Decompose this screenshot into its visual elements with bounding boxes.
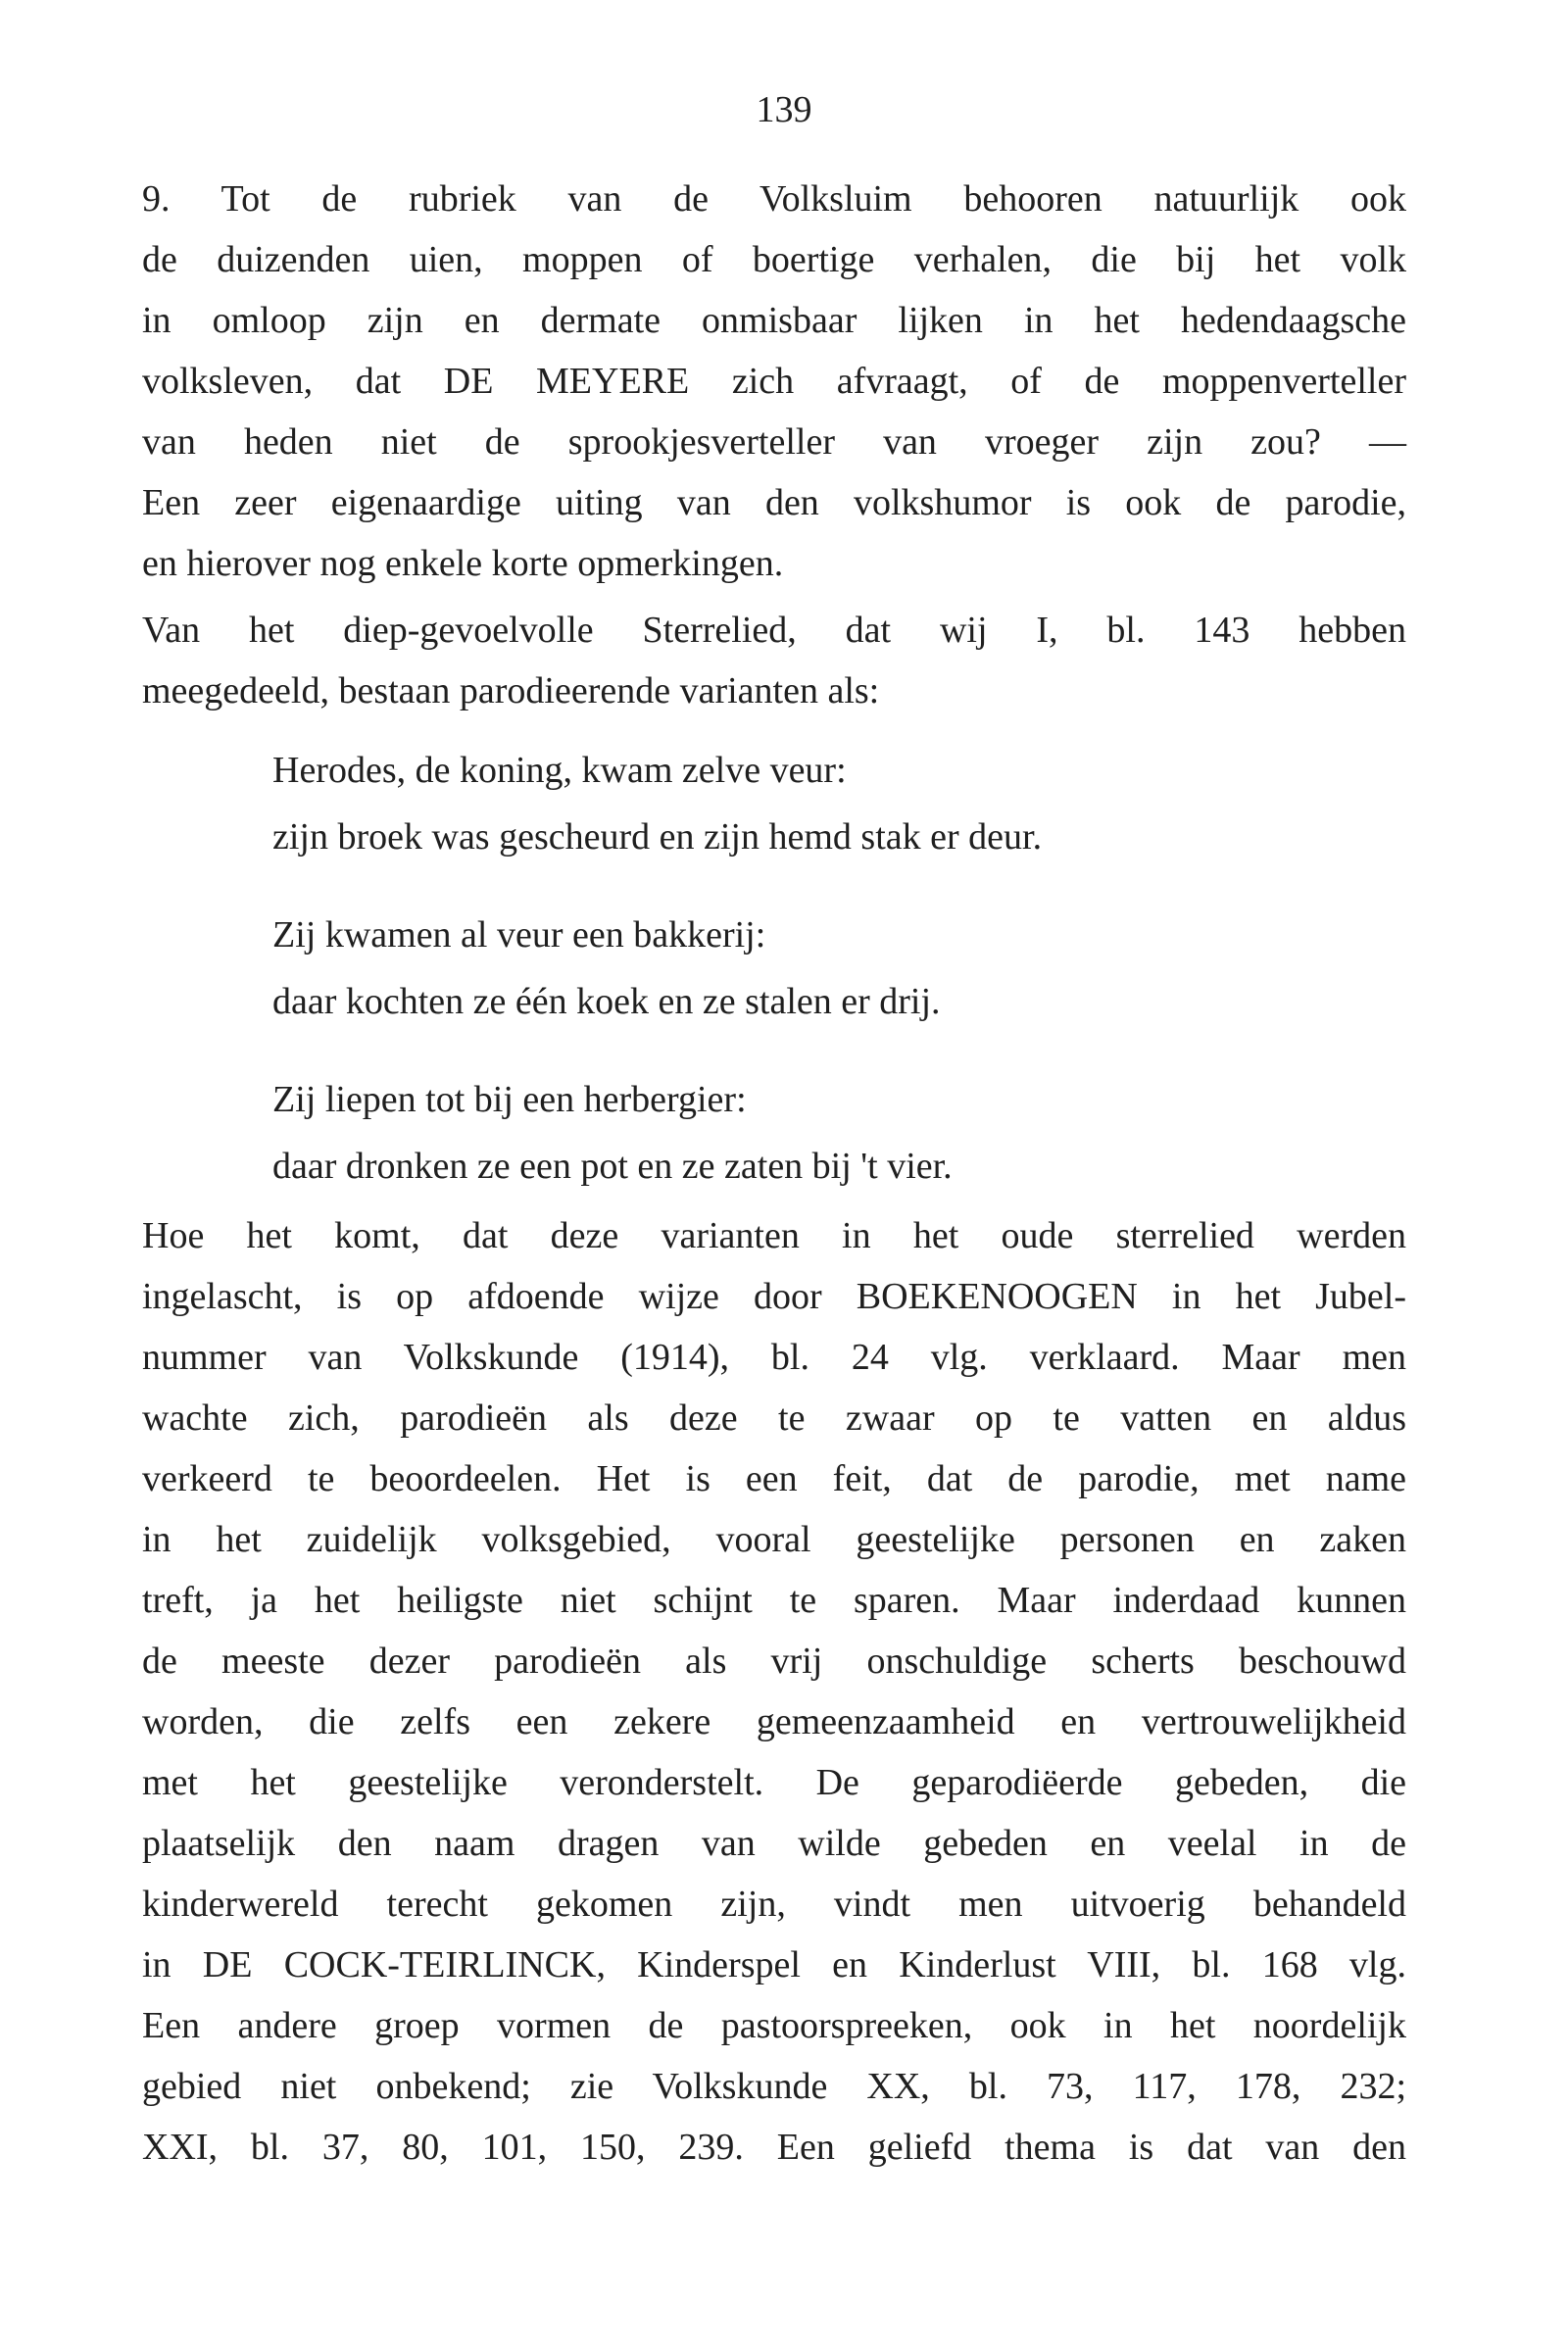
text-line: nummer van Volkskunde (1914), bl. 24 vlg. verklaard. Maar men bbox=[142, 1337, 1406, 1378]
poem bbox=[272, 737, 1252, 1231]
main-paragraph bbox=[142, 1205, 1406, 2178]
text-line: meegedeeld, bestaan parodieerende varianten als: bbox=[142, 670, 880, 711]
text-line: de meeste dezer parodieën als vrij onschuldige scherts beschouwd bbox=[142, 1641, 1406, 1682]
poem-line: Zij kwamen al veur een bakkerij: bbox=[272, 914, 766, 956]
text-line: met het geestelijke veronderstelt. De geparodiëerde gebeden, die bbox=[142, 1762, 1406, 1803]
page-number: 139 bbox=[756, 89, 812, 130]
text-line: ingelascht, is op afdoende wijze door BOEKENOOGEN in het Jubel- bbox=[142, 1276, 1406, 1317]
sterrelied-paragraph bbox=[142, 600, 1406, 721]
poem-line: zijn broek was gescheurd en zijn hemd stak er deur. bbox=[272, 816, 1043, 858]
poem-stanza bbox=[272, 1066, 1252, 1200]
text-line: Een zeer eigenaardige uiting van den volkshumor is ook de parodie, bbox=[142, 482, 1406, 523]
text-line: wachte zich, parodieën als deze te zwaar op te vatten en aldus bbox=[142, 1397, 1406, 1439]
text-line: plaatselijk den naam dragen van wilde gebeden en veelal in de bbox=[142, 1823, 1406, 1864]
text-line: treft, ja het heiligste niet schijnt te sparen. Maar inderdaad kunnen bbox=[142, 1580, 1406, 1621]
intro-paragraph bbox=[142, 169, 1406, 594]
text-line: kinderwereld terecht gekomen zijn, vindt men uitvoerig behandeld bbox=[142, 1884, 1406, 1925]
text-line: in DE COCK-TEIRLINCK, Kinderspel en Kinderlust VIII, bl. 168 vlg. bbox=[142, 1944, 1406, 1985]
text-line: in omloop zijn en dermate onmisbaar lijken in het hedendaagsche bbox=[142, 300, 1406, 341]
poem-line: daar dronken ze een pot en ze zaten bij 't vier. bbox=[272, 1146, 953, 1187]
text-line: volksleven, dat DE MEYERE zich afvraagt, of de moppenverteller bbox=[142, 361, 1406, 402]
poem-stanza bbox=[272, 902, 1252, 1035]
text-line: XXI, bl. 37, 80, 101, 150, 239. Een geliefd thema is dat van den bbox=[142, 2127, 1406, 2168]
poem-line: Zij liepen tot bij een herbergier: bbox=[272, 1079, 747, 1120]
text-line: worden, die zelfs een zekere gemeenzaamheid en vertrouwelijkheid bbox=[142, 1701, 1406, 1742]
text-line: Hoe het komt, dat deze varianten in het oude sterrelied werden bbox=[142, 1215, 1406, 1256]
poem-line: daar kochten ze één koek en ze stalen er drij. bbox=[272, 981, 941, 1022]
text-line: 9. Tot de rubriek van de Volksluim behooren natuurlijk ook bbox=[142, 178, 1406, 220]
text-line: verkeerd te beoordeelen. Het is een feit, dat de parodie, met name bbox=[142, 1458, 1406, 1499]
poem-line: Herodes, de koning, kwam zelve veur: bbox=[272, 750, 847, 791]
text-line: van heden niet de sprookjesverteller van vroeger zijn zou? — bbox=[142, 421, 1406, 463]
text-line: Een andere groep vormen de pastoorspreeken, ook in het noordelijk bbox=[142, 2005, 1406, 2046]
text-line: in het zuidelijk volksgebied, vooral geestelijke personen en zaken bbox=[142, 1519, 1406, 1560]
text-line: Van het diep-gevoelvolle Sterrelied, dat wij I, bl. 143 hebben bbox=[142, 610, 1406, 651]
poem-stanza bbox=[272, 737, 1252, 870]
text-line: en hierover nog enkele korte opmerkingen. bbox=[142, 543, 784, 584]
text-line: de duizenden uien, moppen of boertige verhalen, die bij het volk bbox=[142, 239, 1406, 280]
text-line: gebied niet onbekend; zie Volkskunde XX, bl. 73, 117, 178, 232; bbox=[142, 2066, 1406, 2107]
